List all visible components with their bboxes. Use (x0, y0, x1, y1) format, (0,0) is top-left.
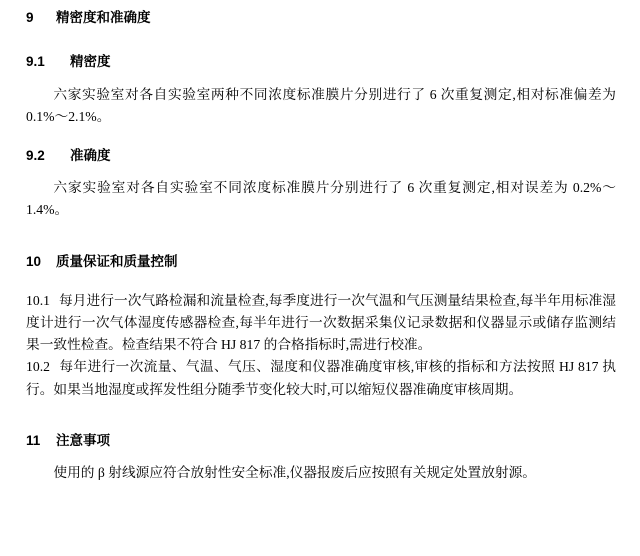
section-number-10: 10 (26, 253, 42, 269)
section-title-10: 质量保证和质量控制 (56, 253, 178, 269)
section-title-11: 注意事项 (56, 432, 110, 448)
section-title-9-1: 精密度 (70, 54, 111, 70)
section-heading-10 (26, 252, 616, 272)
item-text-10-1: 每月进行一次气路检漏和流量检查,每季度进行一次气温和气压测量结果检查,每半年用标准湿度计进行一次气体湿度传感器检查,每半年进行一次数据采集仪记录数据和仪器显示或储存监测结果一致性检查。检查结果不符合 HJ 817 的合格指标时,需进行校准。 (26, 292, 616, 353)
section-body-11: 使用的 β 射线源应符合放射性安全标准,仪器报废后应按照有关规定处置放射源。 (53, 464, 536, 480)
section-title-9: 精密度和准确度 (56, 10, 151, 25)
section-number-9: 9 (26, 10, 34, 25)
section-title-9-2: 准确度 (70, 147, 111, 163)
item-label-10-1: 10.1 (26, 292, 50, 308)
section-body-9-2: 六家实验室对各自实验室不同浓度标准膜片分别进行了 6 次重复测定,相对误差为 0.2%～1.4%。 (26, 180, 616, 218)
list-item (26, 356, 616, 400)
item-label-10-2: 10.2 (26, 359, 50, 375)
section-number-11: 11 (26, 432, 41, 448)
section-number-9-1: 9.1 (26, 54, 45, 70)
section-number-9-2: 9.2 (26, 147, 45, 163)
section-heading-9-2 (26, 146, 616, 166)
item-text-10-2: 每年进行一次流量、气温、气压、湿度和仪器准确度审核,审核的指标和方法按照 HJ 817 执行。如果当地湿度或挥发性组分随季节变化较大时,可以缩短仪器准确度审核周期。 (26, 359, 616, 397)
section-heading-11 (26, 431, 616, 451)
section-heading-9 (26, 8, 616, 28)
list-item (26, 290, 616, 357)
section-body-9-1: 六家实验室对各自实验室两种不同浓度标准膜片分别进行了 6 次重复测定,相对标准偏差为 0.1%～2.1%。 (26, 86, 616, 124)
section-heading-9-1 (26, 52, 616, 72)
